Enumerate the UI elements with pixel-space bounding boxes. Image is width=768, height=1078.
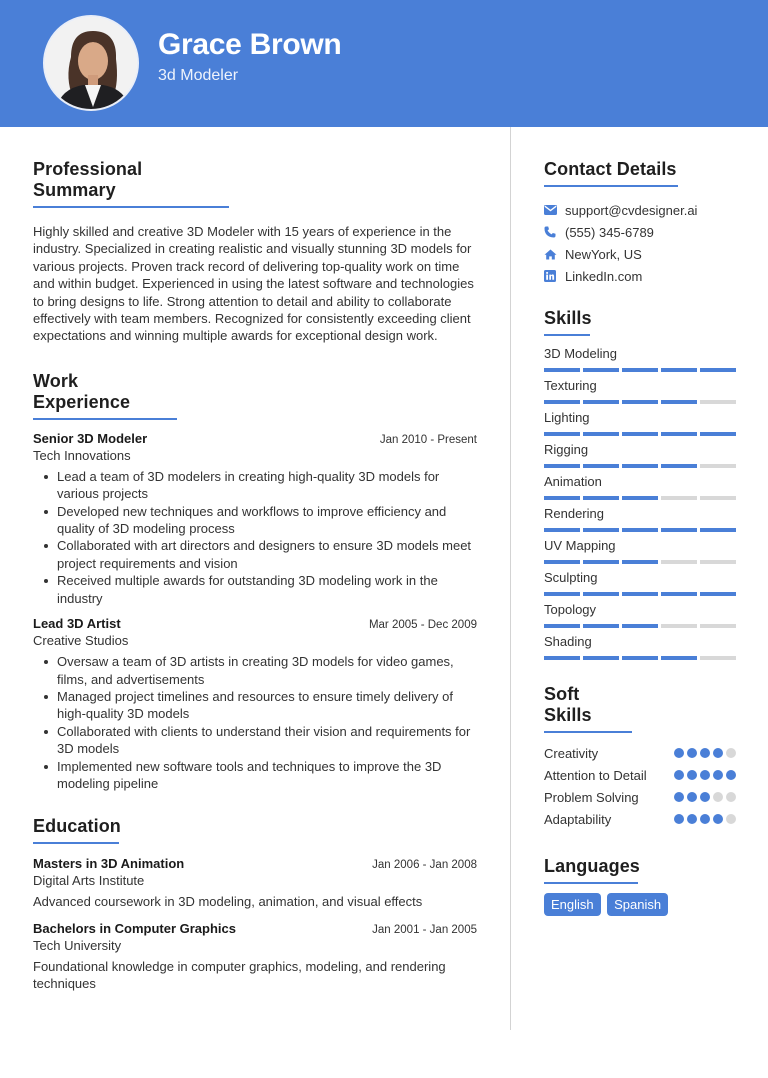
language-tag: English: [544, 893, 601, 916]
job-bullet: Oversaw a team of 3D artists in creating 3D models for video games, films, and advertisements: [33, 653, 477, 688]
school-name: Digital Arts Institute: [33, 873, 145, 889]
skill-level-bar: [544, 368, 736, 372]
skill-level-segment-filled: [661, 464, 697, 468]
skill-level-segment-filled: [622, 560, 658, 564]
skill-level-segment-filled: [700, 528, 736, 532]
job-date: Mar 2005 - Dec 2009: [368, 619, 477, 632]
education-entry: [33, 856, 477, 910]
skill-level-segment-filled: [622, 656, 658, 660]
job-entry: [33, 616, 477, 792]
skill-level-segment-filled: [583, 656, 619, 660]
soft-skill-rating: [674, 748, 736, 758]
contact-heading: Contact Details: [544, 159, 678, 187]
skill-level-segment-filled: [544, 496, 580, 500]
envelope-icon: [544, 205, 565, 215]
soft-skill-rating: [674, 792, 736, 802]
skill-level-segment-filled: [544, 528, 580, 532]
skill-level-segment-filled: [544, 432, 580, 436]
skill-level-segment-filled: [622, 528, 658, 532]
languages-list: [544, 893, 736, 916]
skill-level-segment-empty: [700, 624, 736, 628]
skill-level-bar: [544, 624, 736, 628]
home-icon: [544, 249, 565, 260]
skill-level-bar: [544, 560, 736, 564]
skill-level-segment-empty: [700, 560, 736, 564]
column-divider: [510, 127, 511, 1030]
profile-photo: [43, 15, 139, 111]
degree-title: Masters in 3D Animation: [33, 856, 185, 872]
skill-name: Topology: [544, 602, 597, 617]
contact-location: [544, 243, 736, 265]
skill-item: [544, 377, 736, 404]
skill-item: [544, 633, 736, 660]
job-bullet: Collaborated with clients to understand their vision and requirements for 3D models: [33, 723, 477, 758]
skill-level-segment-filled: [544, 592, 580, 596]
rating-dot-filled: [687, 748, 697, 758]
degree-date: Jan 2001 - Jan 2005: [372, 923, 477, 936]
skill-item: [544, 409, 736, 436]
skill-level-bar: [544, 528, 736, 532]
skill-level-segment-empty: [700, 464, 736, 468]
language-tag: Spanish: [607, 893, 668, 916]
job-bullet: Collaborated with art directors and designers to ensure 3D models meet project requirements and vision: [33, 537, 477, 572]
skill-level-segment-filled: [544, 560, 580, 564]
rating-dot-filled: [687, 770, 697, 780]
rating-dot-filled: [700, 814, 710, 824]
skill-level-segment-filled: [622, 368, 658, 372]
contact-email-text: support@cvdesigner.ai: [565, 202, 698, 218]
skill-name: Shading: [544, 634, 592, 649]
skill-level-bar: [544, 400, 736, 404]
summary-section: [33, 159, 477, 345]
rating-dot-empty: [726, 792, 736, 802]
contact-location-text: NewYork, US: [565, 246, 642, 262]
soft-skill-name: Adaptability: [544, 812, 612, 827]
skill-level-bar: [544, 496, 736, 500]
job-date: Jan 2010 - Present: [379, 433, 477, 446]
skill-level-segment-filled: [583, 624, 619, 628]
job-company: Creative Studios: [33, 633, 129, 649]
skill-level-segment-filled: [583, 400, 619, 404]
job-title: Lead 3D Artist: [33, 616, 121, 632]
skill-level-segment-filled: [661, 592, 697, 596]
skill-level-segment-empty: [700, 656, 736, 660]
skill-level-segment-filled: [622, 592, 658, 596]
rating-dot-filled: [713, 770, 723, 780]
experience-section: [33, 371, 477, 793]
education-section: [33, 816, 477, 992]
languages-heading: Languages: [544, 856, 638, 884]
rating-dot-filled: [674, 748, 684, 758]
rating-dot-filled: [726, 770, 736, 780]
rating-dot-filled: [700, 748, 710, 758]
skill-name: Animation: [544, 474, 602, 489]
skill-name: UV Mapping: [544, 538, 616, 553]
contact-phone-text: (555) 345-6789: [565, 224, 654, 240]
skill-item: [544, 441, 736, 468]
skill-level-segment-filled: [622, 624, 658, 628]
soft-skill-item: [544, 745, 736, 762]
job-bullet: Lead a team of 3D modelers in creating high-quality 3D models for various projects: [33, 468, 477, 503]
skill-level-segment-filled: [700, 432, 736, 436]
skill-level-segment-filled: [661, 656, 697, 660]
skill-level-segment-empty: [661, 624, 697, 628]
skill-level-bar: [544, 592, 736, 596]
rating-dot-filled: [674, 814, 684, 824]
soft-skill-name: Problem Solving: [544, 790, 639, 805]
job-bullet: Implemented new software tools and techniques to improve the 3D modeling pipeline: [33, 758, 477, 793]
soft-skill-item: [544, 767, 736, 784]
contact-phone[interactable]: [544, 221, 736, 243]
summary-text: Highly skilled and creative 3D Modeler with 15 years of experience in the industry. Specialized in creating realistic and visually stunning 3D models for various projects. Proven track record of delivering top-quality work on time and within budget. Experienced in using the latest software and technologies to bring designs to life. Strong attention to detail and ability to collaborate effectively with team members. Recognized for consistently exceeding client expectations and winning multiple awards for exceptional design work.: [33, 224, 474, 344]
soft-skills-heading: Soft Skills: [544, 684, 632, 733]
main-column: [33, 127, 477, 993]
rating-dot-empty: [713, 792, 723, 802]
skill-level-segment-filled: [544, 464, 580, 468]
experience-heading: Work Experience: [33, 371, 177, 420]
skills-heading: Skills: [544, 308, 590, 336]
skill-level-segment-filled: [661, 400, 697, 404]
skill-level-segment-filled: [583, 496, 619, 500]
rating-dot-filled: [700, 770, 710, 780]
skill-level-segment-filled: [661, 528, 697, 532]
skill-item: [544, 537, 736, 564]
skill-item: [544, 569, 736, 596]
skill-item: [544, 601, 736, 628]
rating-dot-filled: [674, 770, 684, 780]
job-bullet: Received multiple awards for outstanding 3D modeling work in the industry: [33, 572, 477, 607]
job-bullets: [33, 468, 477, 607]
rating-dot-filled: [713, 814, 723, 824]
soft-skills-section: [544, 684, 736, 828]
job-bullets: [33, 653, 477, 792]
job-bullet: Managed project timelines and resources to ensure timely delivery of high-quality 3D models: [33, 688, 477, 723]
contact-email[interactable]: [544, 199, 736, 221]
skill-level-segment-filled: [622, 464, 658, 468]
skill-name: Rigging: [544, 442, 589, 457]
job-bullet: Developed new techniques and workflows to improve efficiency and quality of 3D modeling process: [33, 503, 477, 538]
skill-level-segment-filled: [583, 592, 619, 596]
contact-linkedin-text: LinkedIn.com: [565, 268, 643, 284]
skill-level-segment-filled: [700, 368, 736, 372]
skill-name: Lighting: [544, 410, 590, 425]
linkedin-icon: [544, 270, 565, 282]
rating-dot-filled: [700, 792, 710, 802]
resume-header: [0, 0, 768, 127]
skill-level-segment-filled: [583, 560, 619, 564]
school-name: Tech University: [33, 937, 122, 953]
skill-name: Rendering: [544, 506, 604, 521]
skill-level-segment-filled: [661, 368, 697, 372]
sidebar-column: [544, 127, 736, 916]
soft-skill-rating: [674, 770, 736, 780]
skill-level-segment-empty: [700, 400, 736, 404]
soft-skills-list: [544, 745, 736, 828]
rating-dot-empty: [726, 814, 736, 824]
skills-list: [544, 345, 736, 660]
candidate-name: Grace Brown: [158, 28, 342, 61]
soft-skill-item: [544, 789, 736, 806]
skill-name: Sculpting: [544, 570, 598, 585]
skill-level-bar: [544, 656, 736, 660]
degree-description: Foundational knowledge in computer graphics, modeling, and rendering techniques: [33, 958, 446, 992]
skill-name: 3D Modeling: [544, 346, 617, 361]
skill-level-segment-filled: [544, 656, 580, 660]
education-entry: [33, 921, 477, 993]
degree-date: Jan 2006 - Jan 2008: [372, 859, 477, 872]
summary-heading: Professional Summary: [33, 159, 229, 208]
soft-skill-item: [544, 811, 736, 828]
skill-level-segment-filled: [622, 432, 658, 436]
skill-item: [544, 473, 736, 500]
skill-level-segment-filled: [583, 432, 619, 436]
rating-dot-empty: [726, 748, 736, 758]
job-entry: [33, 431, 477, 607]
skill-level-segment-empty: [661, 560, 697, 564]
skill-level-segment-empty: [700, 496, 736, 500]
education-heading: Education: [33, 816, 119, 844]
skill-level-segment-filled: [544, 624, 580, 628]
candidate-role: 3d Modeler: [158, 67, 239, 84]
languages-section: [544, 856, 736, 916]
job-company: Tech Innovations: [33, 447, 131, 463]
rating-dot-filled: [674, 792, 684, 802]
rating-dot-filled: [713, 748, 723, 758]
soft-skill-name: Attention to Detail: [544, 768, 647, 783]
skill-level-segment-empty: [661, 496, 697, 500]
skills-section: [544, 308, 736, 660]
contact-linkedin[interactable]: [544, 265, 736, 287]
soft-skill-name: Creativity: [544, 746, 599, 761]
rating-dot-filled: [687, 814, 697, 824]
skill-level-segment-filled: [583, 464, 619, 468]
skill-level-segment-filled: [583, 368, 619, 372]
profile-photo-graphic: [45, 17, 139, 111]
skill-name: Texturing: [544, 378, 597, 393]
job-title: Senior 3D Modeler: [33, 430, 148, 446]
skill-level-segment-filled: [622, 496, 658, 500]
skill-level-bar: [544, 432, 736, 436]
skill-level-segment-filled: [583, 528, 619, 532]
degree-title: Bachelors in Computer Graphics: [33, 920, 236, 936]
skill-level-segment-filled: [700, 592, 736, 596]
skill-item: [544, 505, 736, 532]
phone-icon: [544, 226, 565, 238]
contact-section: [544, 159, 736, 287]
skill-item: [544, 345, 736, 372]
skill-level-segment-filled: [622, 400, 658, 404]
degree-description: Advanced coursework in 3D modeling, animation, and visual effects: [33, 894, 423, 910]
skill-level-segment-filled: [544, 400, 580, 404]
skill-level-segment-filled: [544, 368, 580, 372]
skill-level-segment-filled: [661, 432, 697, 436]
soft-skill-rating: [674, 814, 736, 824]
rating-dot-filled: [687, 792, 697, 802]
skill-level-bar: [544, 464, 736, 468]
